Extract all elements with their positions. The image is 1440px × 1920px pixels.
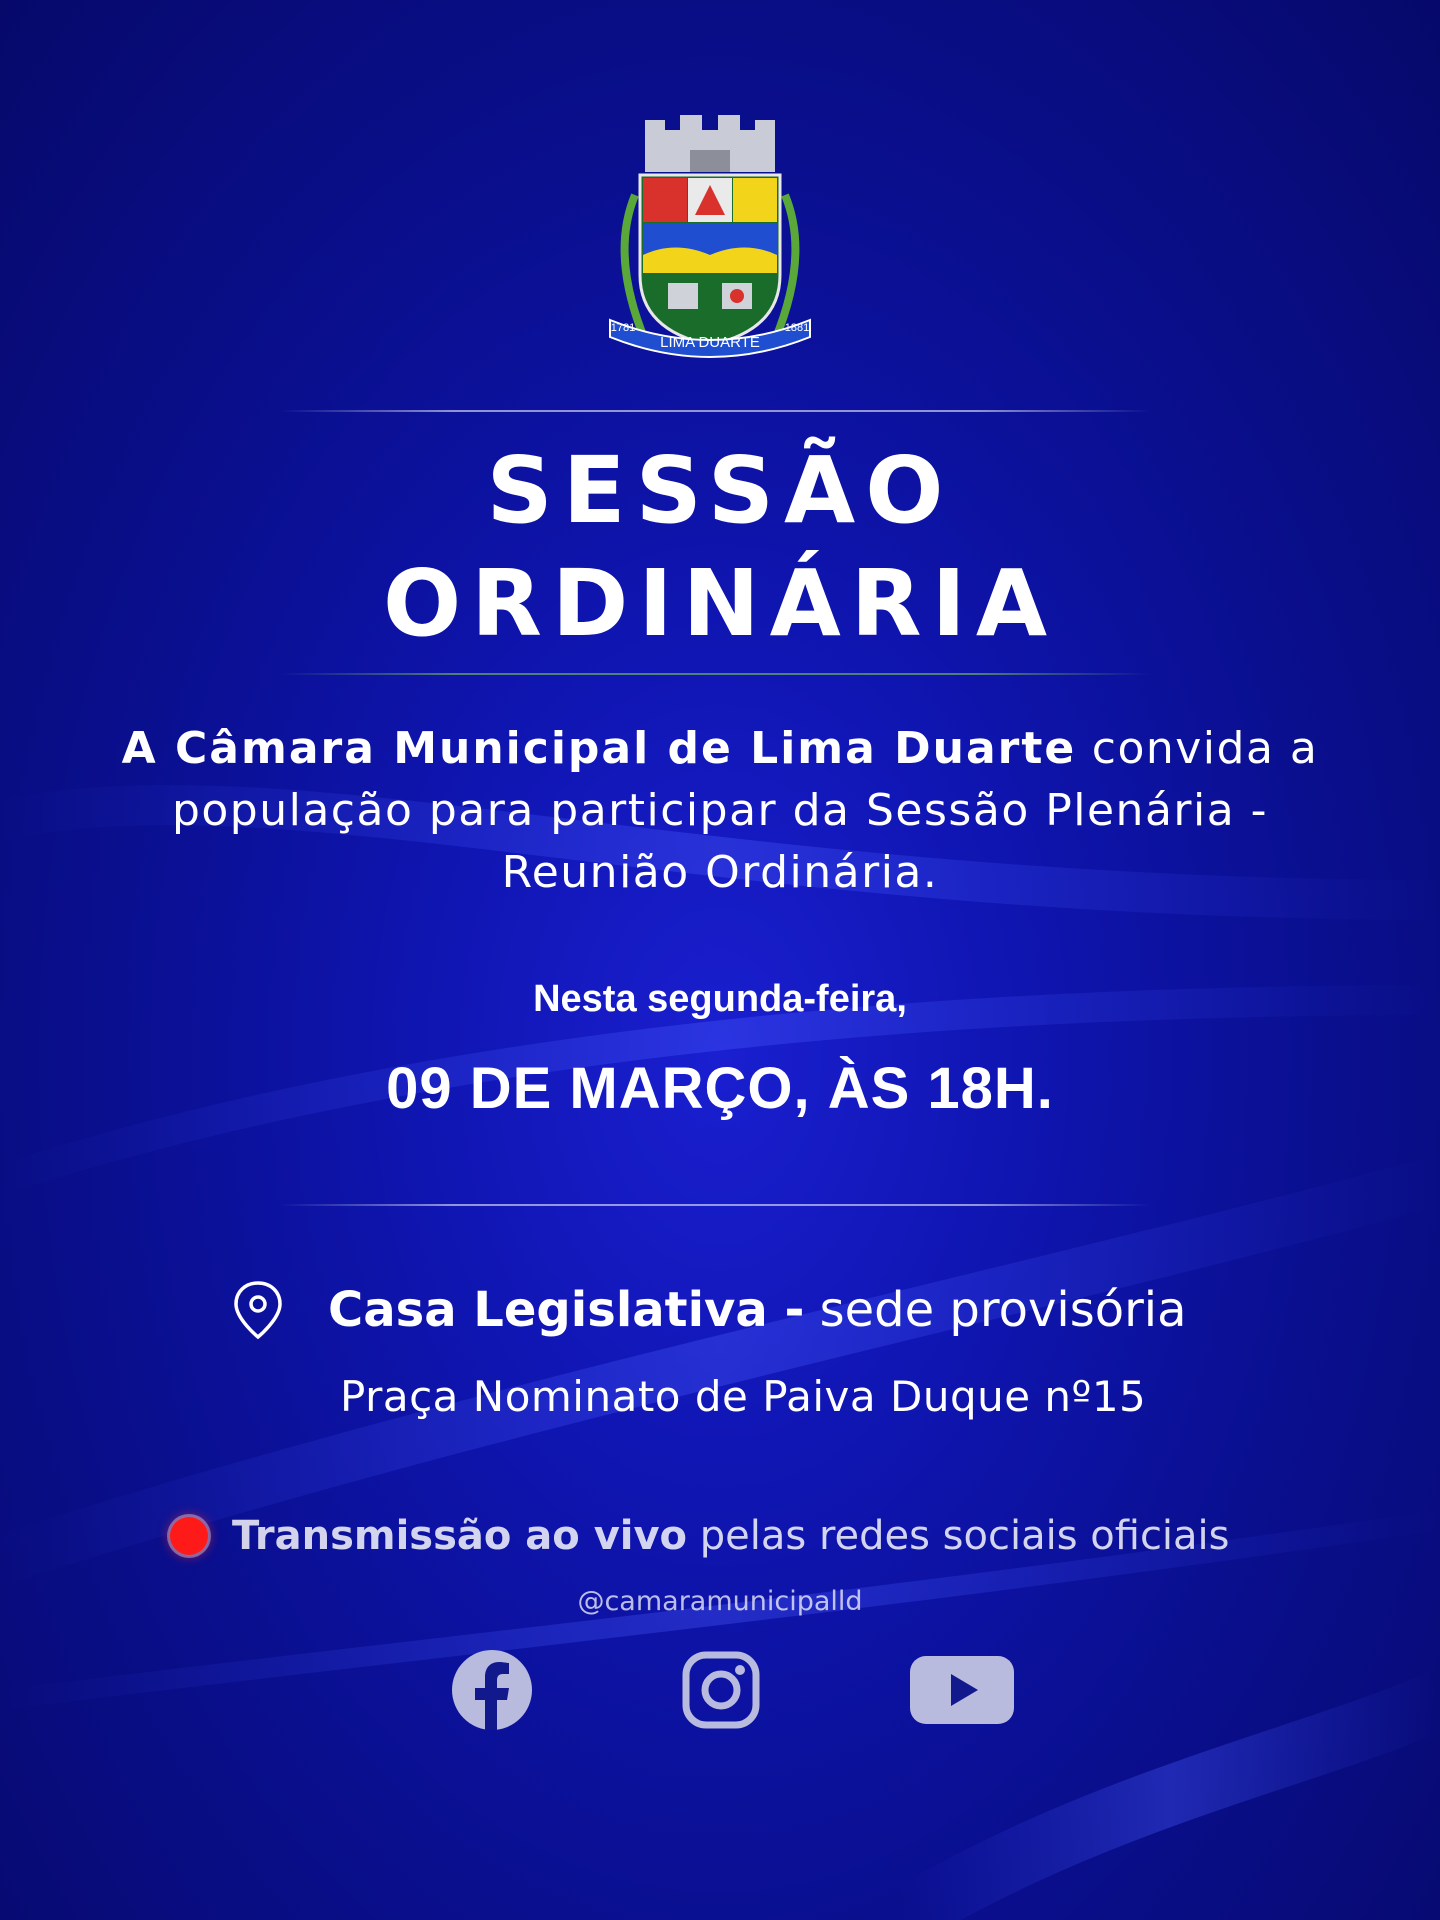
invitation-line-3: Reunião Ordinária. [501, 847, 939, 898]
event-day: Nesta segunda-feira, [533, 978, 907, 1020]
coat-of-arms-logo [590, 115, 830, 365]
invitation-line-1 [80, 718, 1360, 780]
divider-top [280, 410, 1150, 412]
location-name-rest: sede provisória [804, 1282, 1187, 1338]
invitation-line-1-rest: convida a [1076, 723, 1319, 774]
live-dot-icon [170, 1517, 208, 1555]
facebook-icon[interactable] [450, 1645, 534, 1735]
social-handle[interactable]: @camaramunicipalld [577, 1586, 863, 1617]
location-pin-icon [230, 1279, 286, 1341]
crest-year-right: 1881 [784, 322, 810, 334]
invitation-text [80, 718, 1360, 904]
live-broadcast-row [170, 1508, 1230, 1564]
location-row [230, 1275, 1230, 1345]
live-broadcast-bold: Transmissão ao vivo [232, 1513, 688, 1559]
live-broadcast-rest: pelas redes sociais oficiais [687, 1513, 1230, 1559]
location-name-bold: Casa Legislativa - [328, 1282, 805, 1338]
invitation-bold: A Câmara Municipal de Lima Duarte [121, 723, 1077, 774]
youtube-icon[interactable] [908, 1645, 1016, 1735]
live-broadcast-text [232, 1513, 1230, 1559]
crest-name: LIMA DUARTE [660, 334, 760, 351]
divider-middle [280, 673, 1150, 675]
divider-bottom [280, 1204, 1150, 1206]
location-name [328, 1282, 1187, 1338]
event-date: 09 DE MARÇO, ÀS 18H. [386, 1056, 1054, 1121]
invitation-line-2: população para participar da Sessão Plenária - [171, 785, 1269, 836]
title-line-1: SESSÃO [486, 437, 954, 544]
instagram-icon[interactable] [682, 1645, 760, 1735]
crest-year-left: 1781 [610, 322, 636, 334]
location-address: Praça Nominato de Paiva Duque nº15 [340, 1372, 1147, 1421]
title-line-2: ORDINÁRIA [382, 550, 1058, 657]
